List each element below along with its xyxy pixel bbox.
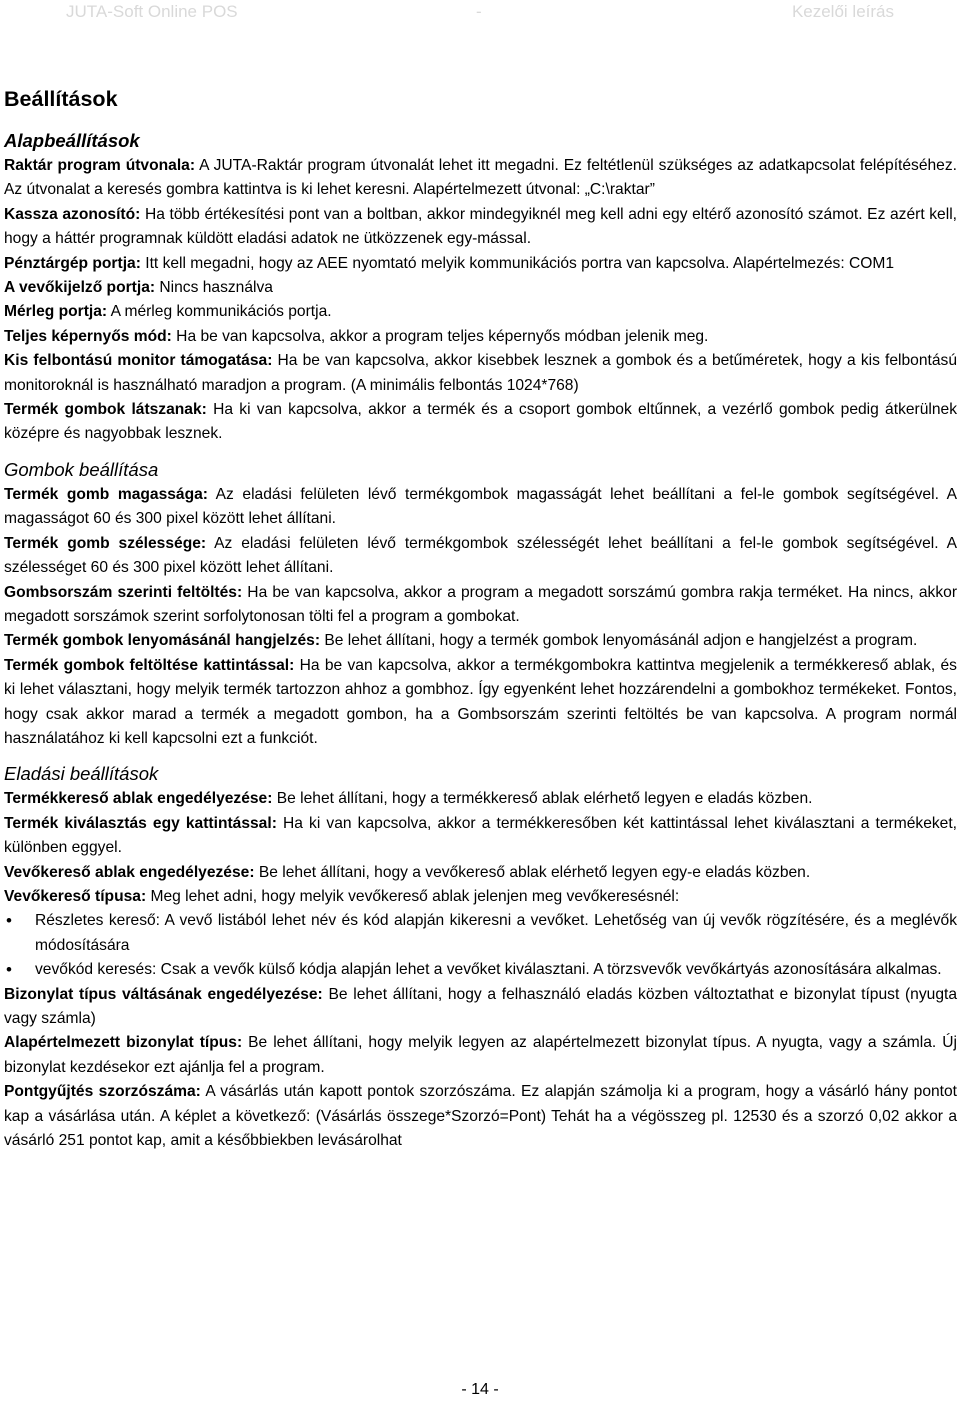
list-item: • Részletes kereső: A vevő listából lehet név és kód alapján kikeresni a vevőket. Lehetőség van új vevők rögzítésére, és a meglévők módosítására <box>4 909 957 958</box>
term-text: Ha ki van kapcsolva, akkor a termék és a csoport gombok eltűnnek, a vezérlő gombok pedig átkerülnek középre és nagyobbak lesznek. <box>4 401 958 443</box>
term-label: Termék gombok látszanak: <box>4 401 207 419</box>
bullet-list <box>4 909 957 982</box>
paragraph <box>4 349 957 398</box>
term-label: Termék gombok feltöltése kattintással: <box>4 656 295 674</box>
section-heading-buttons: Gombok beállítása <box>4 458 159 480</box>
paragraph <box>4 325 957 349</box>
header-separator: - <box>476 2 482 21</box>
term-label: Teljes képernyős mód: <box>4 327 172 345</box>
term-text: Be lehet állítani, hogy a felhasználó eladás közben változtathat e bizonylat típust (nyugta vagy számla) <box>4 985 957 1027</box>
term-label: Pontgyűjtés szorzószáma: <box>4 1083 201 1101</box>
term-text: Ha be van kapcsolva, akkor kisebbek lesznek a gombok és a betűméretek, hogy a kis felbontású monitoroknál is használható maradjon a program. (A minimális felbontás 1024*768) <box>4 352 957 394</box>
header-product: JUTA-Soft Online POS <box>66 2 238 21</box>
term-label: Termék gomb magassága: <box>4 485 208 503</box>
paragraph <box>4 532 957 581</box>
term-text: Itt kell megadni, hogy az AEE nyomtató melyik kommunikációs portra van kapcsolva. Alapértelmezés: COM1 <box>140 254 895 272</box>
term-label: Mérleg portja: <box>4 303 108 321</box>
page-title: Beállítások <box>4 87 118 111</box>
paragraph <box>4 812 957 861</box>
term-text: Ha be van kapcsolva, akkor a program teljes képernyős módban jelenik meg. <box>171 327 709 345</box>
term-text: Be lehet állítani, hogy a vevőkereső ablak elérhető legyen egy-e eladás közben. <box>254 863 811 881</box>
term-label: Pénztárgép portja: <box>4 254 141 272</box>
term-label: Vevőkereső ablak engedélyezése: <box>4 863 255 881</box>
paragraph <box>4 629 957 653</box>
term-label: Termék gombok lenyomásánál hangjelzés: <box>4 632 321 650</box>
section-heading-basic: Alapbeállítások <box>4 130 140 151</box>
term-text: Be lehet állítani, hogy a termékkereső ablak elérhető legyen e eladás közben. <box>272 790 813 808</box>
term-text: Nincs használva <box>155 279 273 297</box>
term-label: Raktár program útvonala: <box>4 157 196 174</box>
page-number: - 14 - <box>461 1381 499 1398</box>
paragraph <box>4 483 957 532</box>
page-content <box>4 84 957 1153</box>
running-header <box>0 0 960 26</box>
paragraph <box>4 983 957 1032</box>
term-text: A mérleg kommunikációs portja. <box>107 303 332 321</box>
term-text: Ha be van kapcsolva, akkor a termékgombokra kattintva megjelenik a termékkereső ablak, és ki lehet választani, hogy melyik termék tartozzon ahhoz a gombhoz. Így egyenként lehet hozzárendelni a gombokhoz termékeket. Fontos, hogy csak akkor marad a termék a megadott gombon, ha a Gombsorszám szerinti feltöltés be van kapcsolva. A program normál használatához ki kell kapcsolni ezt a funkciót. <box>4 656 957 747</box>
term-label: Alapértelmezett bizonylat típus: <box>4 1034 243 1052</box>
paragraph <box>4 1080 957 1153</box>
paragraph <box>4 203 957 252</box>
paragraph <box>4 654 957 752</box>
term-label: Kis felbontású monitor támogatása: <box>4 352 273 370</box>
paragraph <box>4 300 957 324</box>
term-text: Ha be van kapcsolva, akkor a program a megadott sorszámú gombra rakja terméket. Ha nincs, akkor megadott sorszámok szerint sorfolytonosan tölti fel a program a gombokat. <box>4 583 958 625</box>
term-text: Be lehet állítani, hogy melyik legyen az alapértelmezett bizonylat típus. A nyugta, vagy a számla. Új bizonylat kezdésekor ezt ajánlja fel a program. <box>4 1034 957 1076</box>
term-text: A vásárlás után kapott pontok szorzószáma. Ez alapján számolja ki a program, hogy a vásárló hány pontot kap a vásárlása után. A képlet a következő: (Vásárlás összege*Szorzó=Pont) Tehát ha a végösszeg pl. 12530 és a szorzó 0,02 akkor a vásárló 251 pontot kap, amit a későbbiekben levásárolhat <box>4 1083 958 1150</box>
paragraph <box>4 861 957 885</box>
term-label: Kassza azonosító: <box>4 205 141 223</box>
term-label: Bizonylat típus váltásának engedélyezése: <box>4 985 323 1003</box>
term-label: Termék gomb szélessége: <box>4 534 207 552</box>
term-text: Ha ki van kapcsolva, akkor a termékkeresőben két kattintással lehet kiválasztani a termékeket, különben eggyel. <box>4 814 957 857</box>
term-text: Az eladási felületen lévő termékgombok szélességét lehet beállítani a fel-le gombok segítségével. A szélességet 60 és 300 pixel között lehet állítani. <box>4 534 957 577</box>
term-text: Be lehet állítani, hogy a termék gombok lenyomásánál adjon e hangjelzést a program. <box>320 632 918 650</box>
paragraph <box>4 398 957 447</box>
paragraph <box>4 787 957 811</box>
paragraph <box>4 276 957 300</box>
section-heading-sales: Eladási beállítások <box>4 763 159 785</box>
paragraph <box>4 154 957 203</box>
paragraph <box>4 252 957 276</box>
term-label: Vevőkereső típusa: <box>4 887 147 905</box>
term-text: A JUTA-Raktár program útvonalát lehet itt megadni. Ez feltétlenül szükséges az adatkapcsolat felépítéséhez. Az útvonalat a keresés gombra kattintva is ki lehet keresni. Alapértelmezett útvonal: „C:\raktar” <box>4 157 957 199</box>
paragraph <box>4 581 957 630</box>
paragraph <box>4 885 957 909</box>
term-text: Ha több értékesítési pont van a boltban, akkor mindegyiknél meg kell adni egy eltérő azonosító számot. Ez azért kell, hogy a háttér programnak küldött eladási adatok ne ütközzenek egy-mással. <box>4 205 957 248</box>
paragraph <box>4 1031 957 1080</box>
term-label: Termék kiválasztás egy kattintással: <box>4 814 277 832</box>
term-label: Gombsorszám szerinti feltöltés: <box>4 583 243 601</box>
list-item: • vevőkód keresés: Csak a vevők külső kódja alapján lehet a vevőket kiválasztani. A törzsvevők vevőkártyás azonosítására alkalmas. <box>4 958 957 982</box>
term-text: Meg lehet adni, hogy melyik vevőkereső ablak jelenjen meg vevőkeresésnél: <box>146 887 680 905</box>
header-doc-title: Kezelői leírás <box>791 2 894 21</box>
term-label: A vevőkijelző portja: <box>4 279 156 297</box>
term-label: Termékkereső ablak engedélyezése: <box>4 790 273 808</box>
term-text: Az eladási felületen lévő termékgombok magasságát lehet beállítani a fel-le gombok segítségével. A magasságot 60 és 300 pixel között lehet állítani. <box>4 485 957 528</box>
